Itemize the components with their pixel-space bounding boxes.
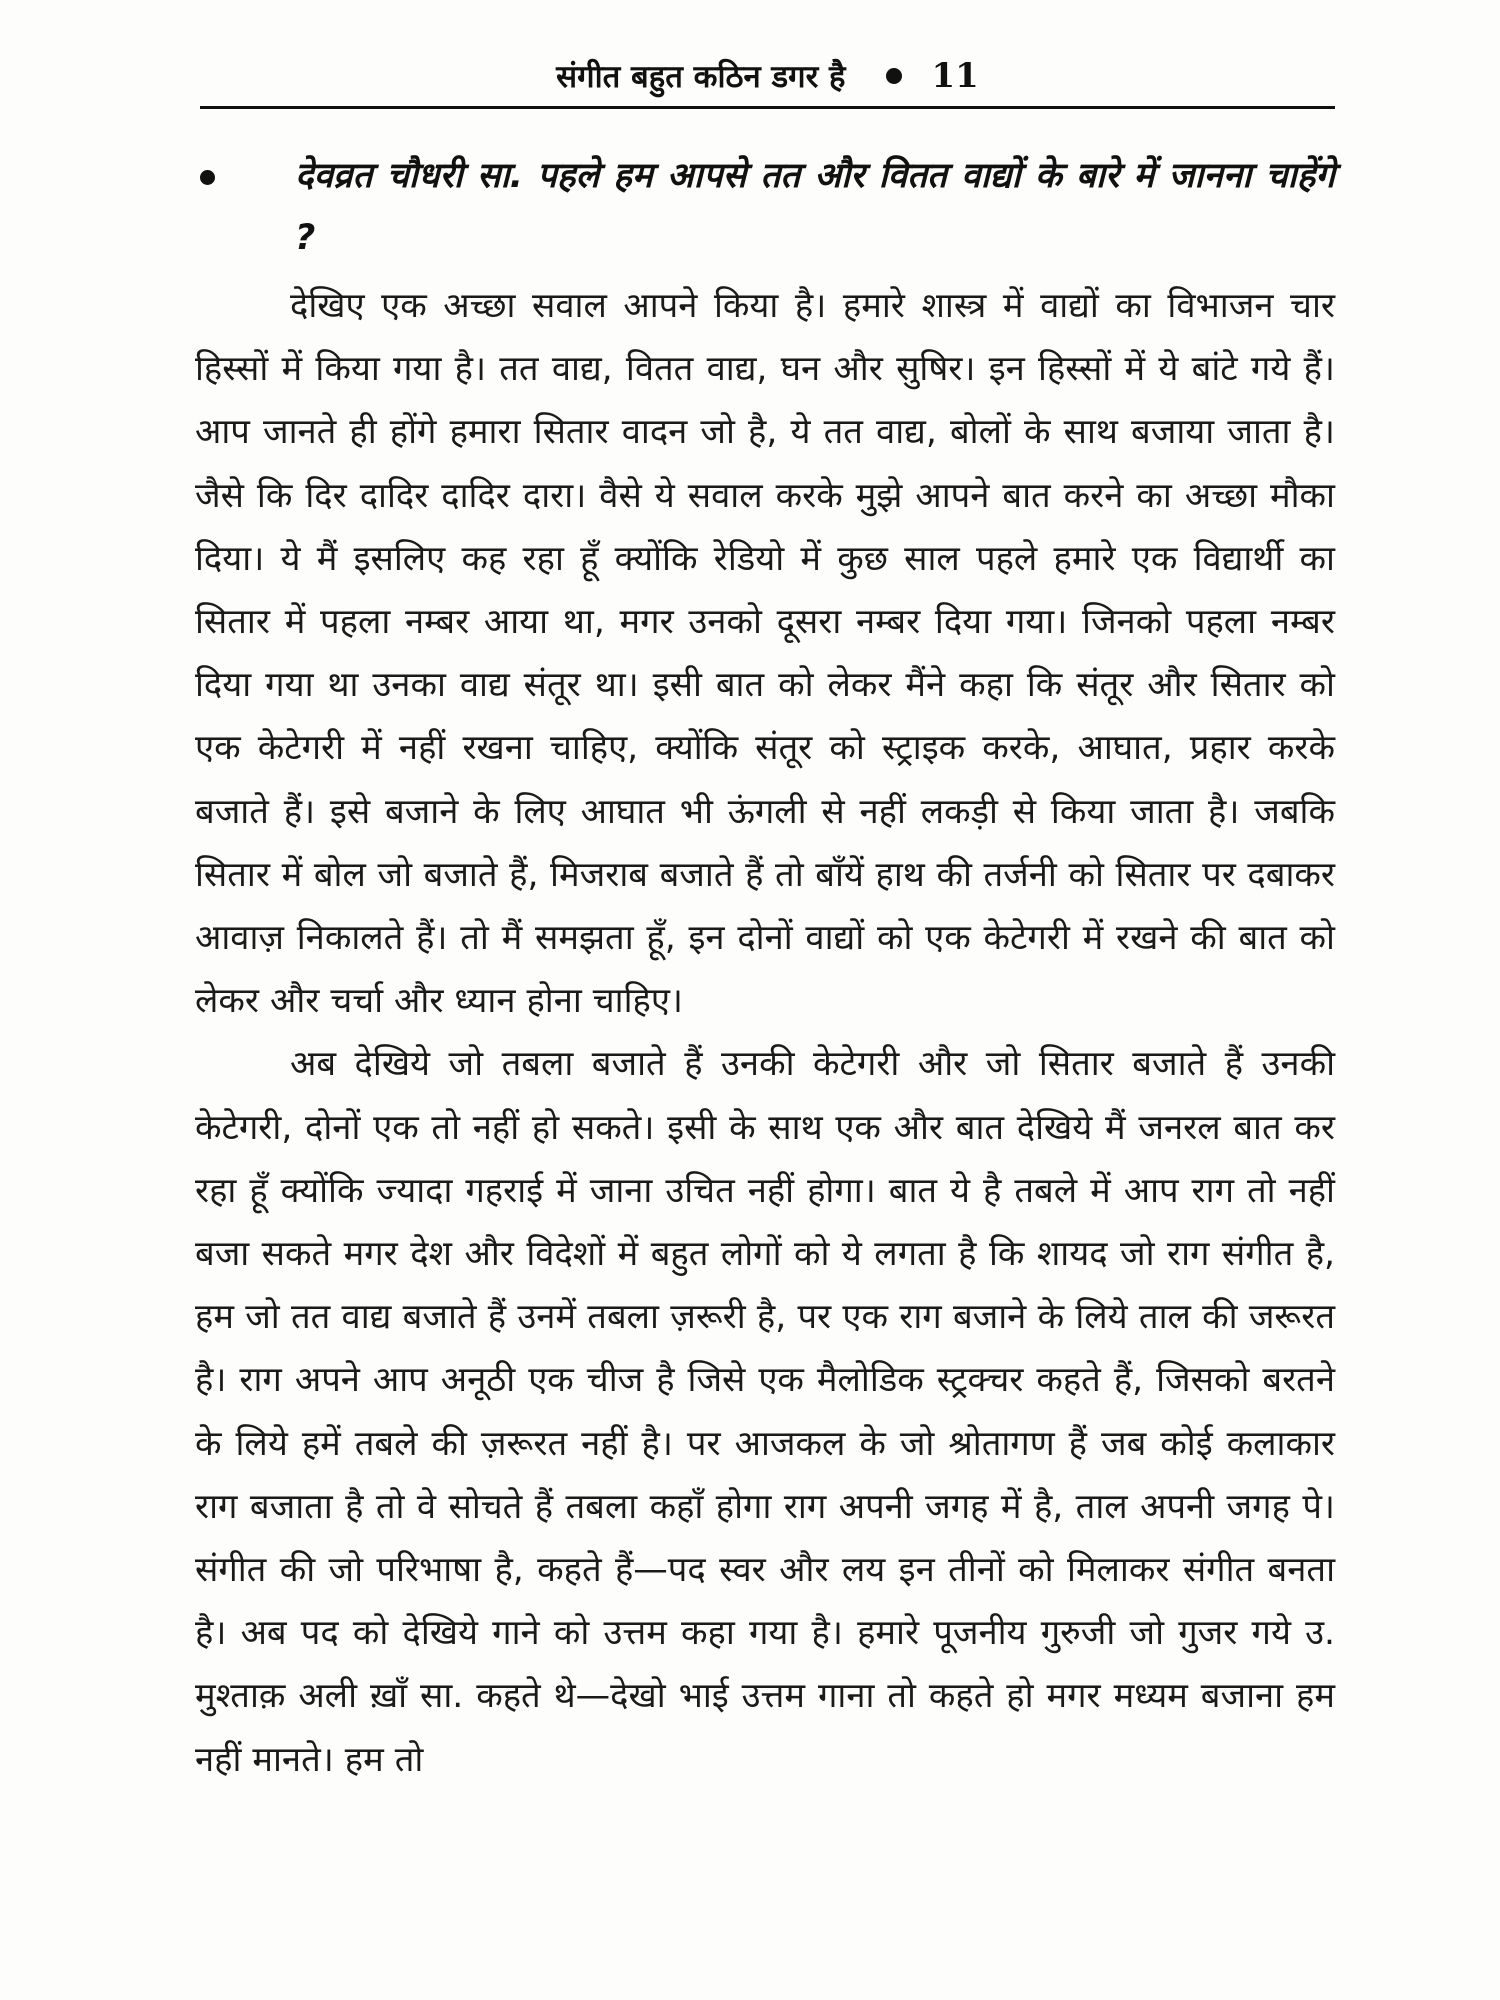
question-text: देवव्रत चौधरी सा. पहले हम आपसे तत और वितत वाद्यों के बारे में जानना चाहेंगे ? bbox=[295, 156, 1335, 258]
answer-paragraph-2: अब देखिये जो तबला बजाते हैं उनकी केटेगरी और जो सितार बजाते हैं उनकी केटेगरी, दोनों एक तो नहीं हो सकते। इसी के साथ एक और बात देखिये मैं जनरल बात कर रहा हूँ क्योंकि ज्यादा गहराई में जाना उचित नहीं होगा। बात ये है तबले में आप राग तो नहीं बजा सकते मगर देश और विदेशों में बहुत लोगों को ये लगता है कि शायद जो राग संगीत है, हम जो तत वाद्य बजाते हैं उनमें तबला ज़रूरी है, पर एक राग बजाने के लिये ताल की जरूरत है। राग अपने आप अनूठी एक चीज है जिसे एक मैलोडिक स्ट्रक्चर कहते हैं, जिसको बरतने के लिये हमें तबले की ज़रूरत नहीं है। पर आजकल के जो श्रोतागण हैं जब कोई कलाकार राग बजाता है तो वे सोचते हैं तबला कहाँ होगा राग अपनी जगह में है, ताल अपनी जगह पे। संगीत की जो परिभाषा है, कहते हैं—पद स्वर और लय इन तीनों को मिलाकर संगीत बनता है। अब पद को देखिये गाने को उत्तम कहा गया है। हमारे पूजनीय गुरुजी जो गुजर गये उ. मुश्ताक़ अली ख़ाँ सा. कहते थे—देखो भाई उत्तम गाना तो कहते हो मगर मध्यम बजाना हम नहीं मानते। हम तो bbox=[195, 1044, 1335, 1780]
question-bullet-icon bbox=[200, 170, 215, 185]
answer-body bbox=[195, 275, 1335, 1792]
chapter-title: संगीत बहुत कठिन डगर है bbox=[556, 59, 846, 95]
header-rule bbox=[200, 106, 1335, 109]
interview-question bbox=[200, 145, 1335, 269]
running-header bbox=[200, 48, 1335, 104]
answer-paragraph-1: देखिए एक अच्छा सवाल आपने किया है। हमारे शास्त्र में वाद्यों का विभाजन चार हिस्सों में किया गया है। तत वाद्य, वितत वाद्य, घन और सुषिर। इन हिस्सों में ये बांटे गये हैं। आप जानते ही होंगे हमारा सितार वादन जो है, ये तत वाद्य, बोलों के साथ बजाया जाता है। जैसे कि दिर दादिर दादिर दारा। वैसे ये सवाल करके मुझे आपने बात करने का अच्छा मौका दिया। ये मैं इसलिए कह रहा हूँ क्योंकि रेडियो में कुछ साल पहले हमारे एक विद्यार्थी का सितार में पहला नम्बर आया था, मगर उनको दूसरा नम्बर दिया गया। जिनको पहला नम्बर दिया गया था उनका वाद्य संतूर था। इसी बात को लेकर मैंने कहा कि संतूर और सितार को एक केटेगरी में नहीं रखना चाहिए, क्योंकि संतूर को स्ट्राइक करके, आघात, प्रहार करके बजाते हैं। इसे बजाने के लिए आघात भी ऊंगली से नहीं लकड़ी से किया जाता है। जबकि सितार में बोल जो बजाते हैं, मिजराब बजाते हैं तो बाँयें हाथ की तर्जनी को सितार पर दबाकर आवाज़ निकालते हैं। तो मैं समझता हूँ, इन दोनों वाद्यों को एक केटेगरी में रखने की बात को लेकर और चर्चा और ध्यान होना चाहिए। bbox=[195, 286, 1335, 1022]
page-number: 11 bbox=[931, 56, 979, 96]
bullet-separator-icon bbox=[886, 68, 902, 84]
